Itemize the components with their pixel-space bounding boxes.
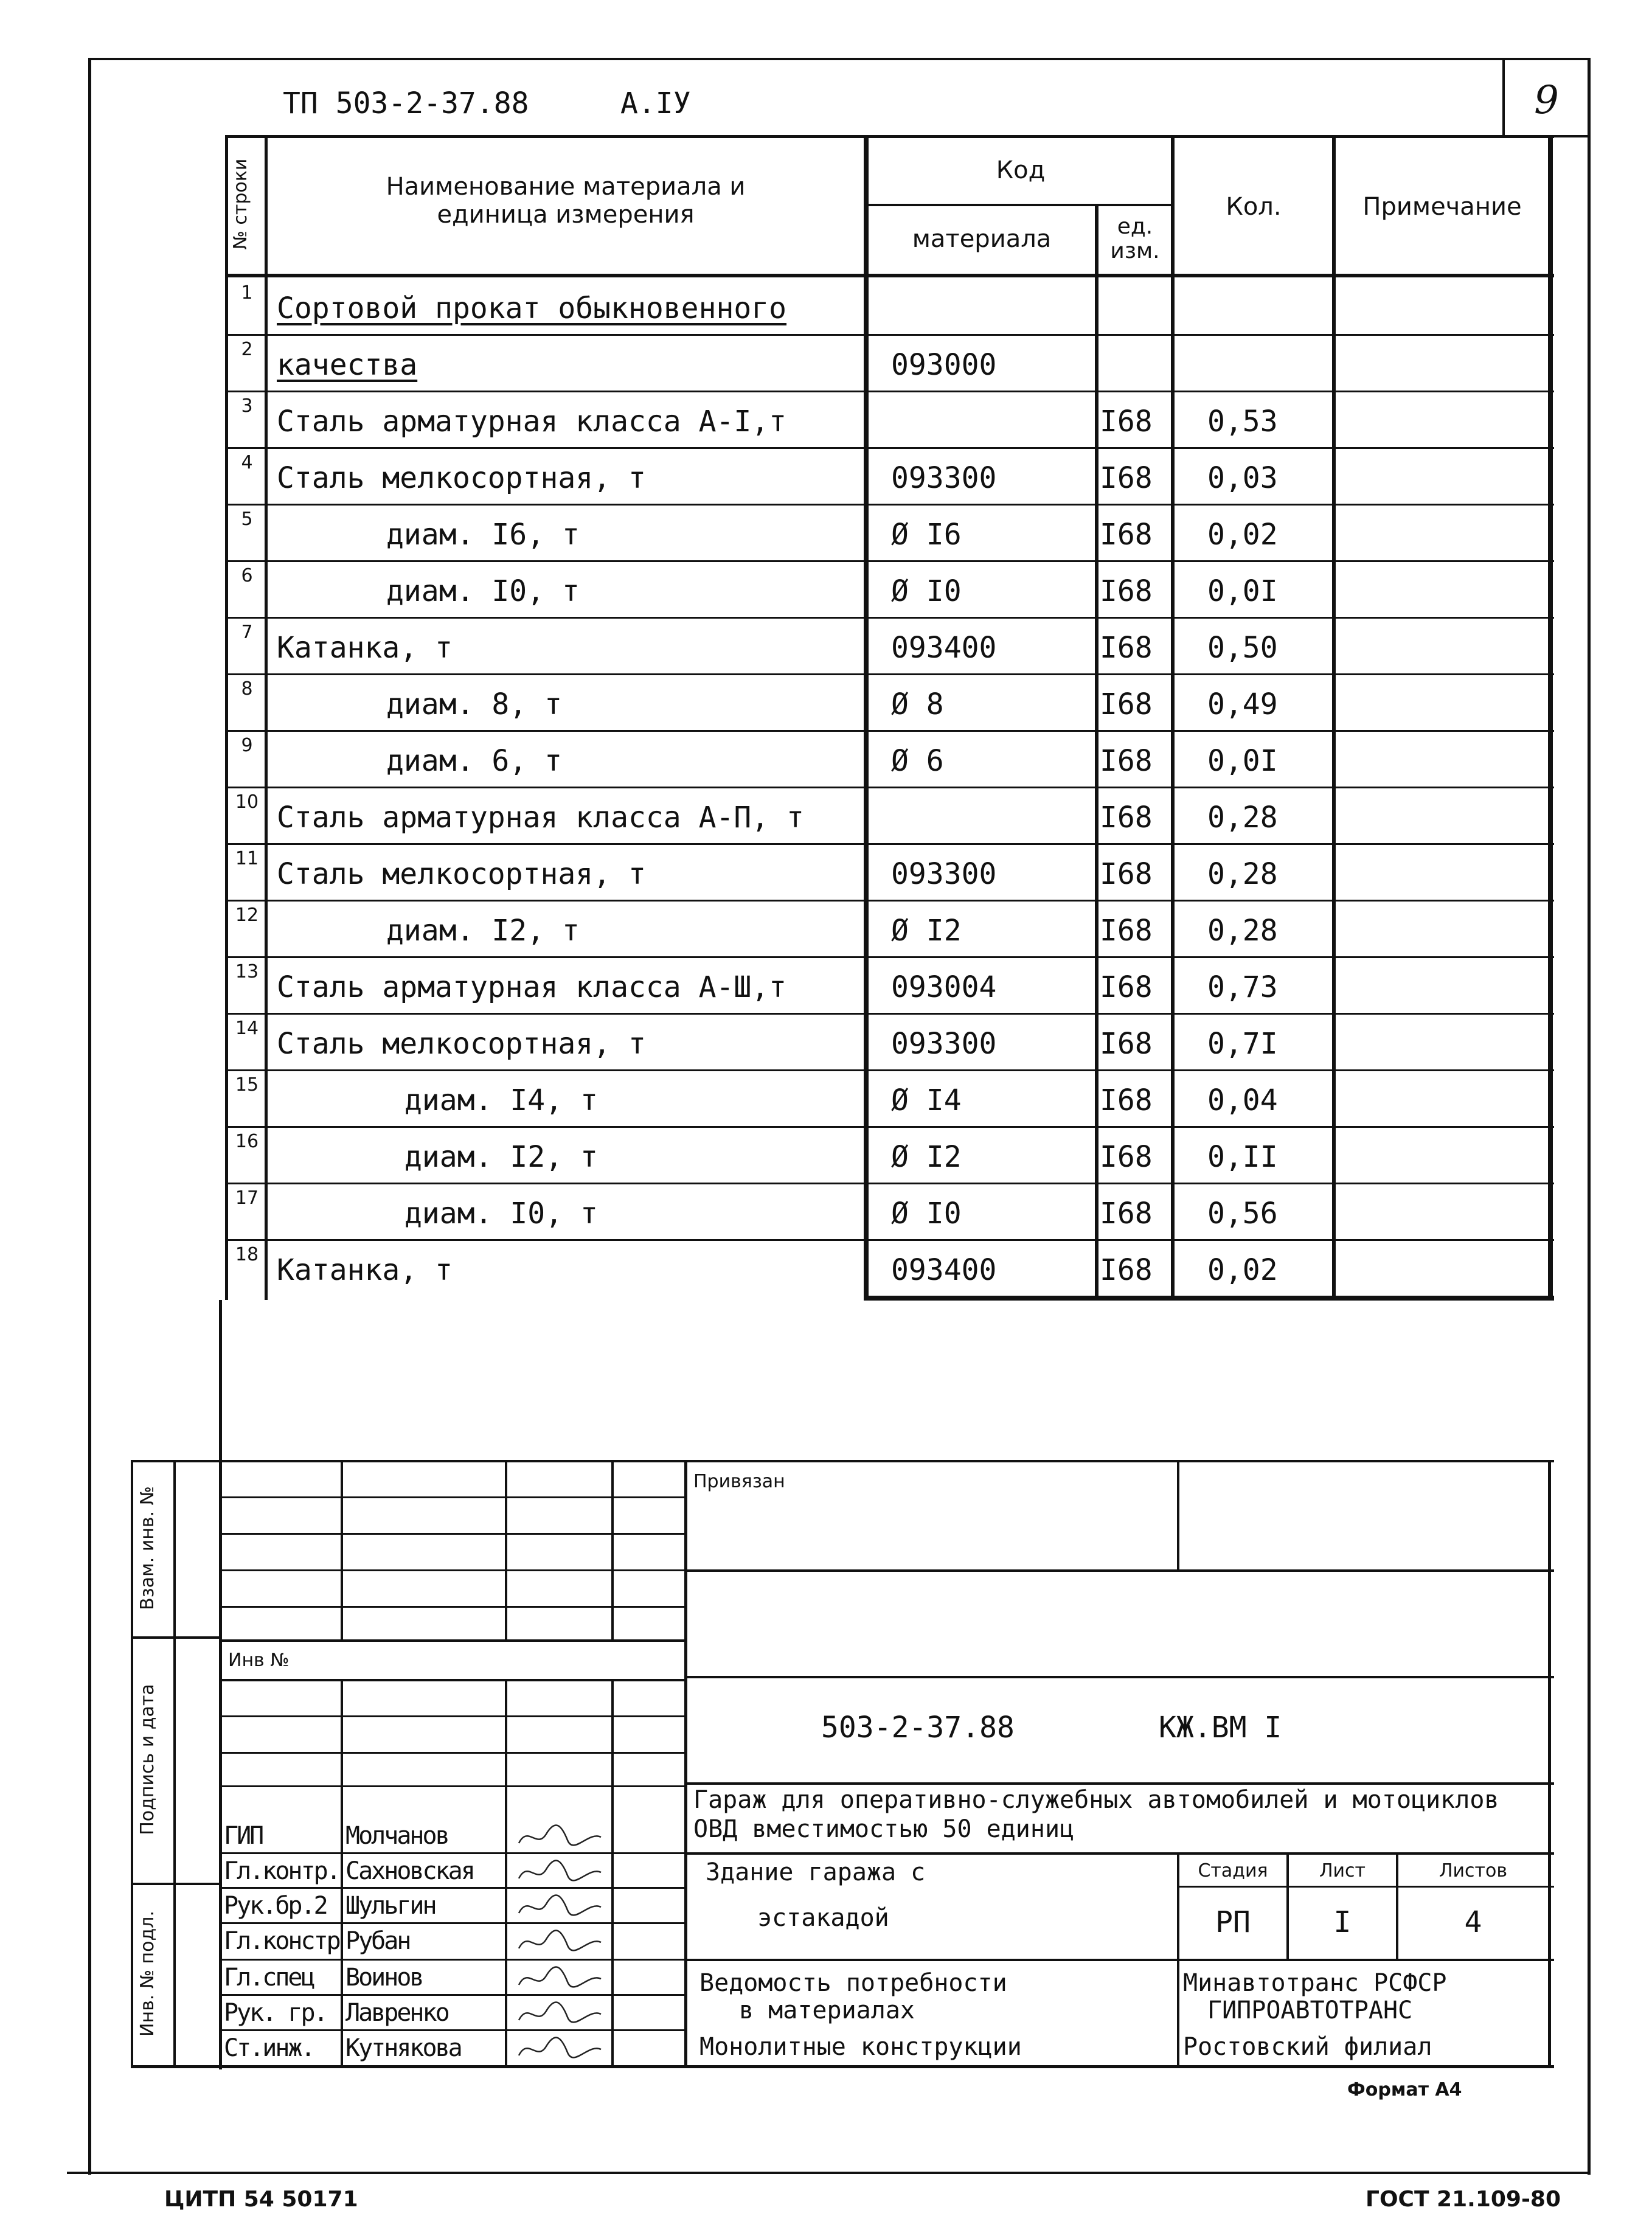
material-name: Сортовой прокат обыкновенного bbox=[277, 291, 787, 325]
material-name: диам. I0, т bbox=[404, 1196, 598, 1231]
col-rowno-right bbox=[265, 135, 268, 1300]
stamp-hline-8 bbox=[219, 1752, 687, 1754]
table-left bbox=[225, 135, 228, 1300]
row-separator bbox=[225, 560, 1554, 562]
signer-name: Шульгин bbox=[345, 1892, 436, 1920]
material-code bbox=[891, 791, 1092, 843]
doc-code: ТП 503-2-37.88 bbox=[283, 86, 529, 120]
sheets-label: Листов bbox=[1439, 1860, 1508, 1881]
row-separator bbox=[225, 956, 1554, 958]
stamp-vline-a bbox=[341, 1460, 343, 1639]
row-number: 4 bbox=[241, 452, 253, 473]
side-strip-inner bbox=[173, 1460, 176, 2068]
col-note-right bbox=[1548, 135, 1553, 1300]
signature-mark bbox=[510, 1819, 610, 1853]
side-strip-line2 bbox=[131, 1636, 222, 1639]
row-number: 17 bbox=[235, 1187, 259, 1209]
material-name: Сталь арматурная класса А-I,т bbox=[277, 404, 787, 439]
quantity: 0,04 bbox=[1207, 1083, 1278, 1117]
signer-name: Лавренко bbox=[345, 1999, 448, 2027]
unit-code: I68 bbox=[1100, 630, 1153, 665]
row-separator bbox=[225, 1013, 1554, 1015]
material-name: диам. 6, т bbox=[386, 743, 562, 778]
doc-title-2: в материалах bbox=[739, 1996, 915, 2024]
sheets-value: 4 bbox=[1464, 1905, 1482, 1939]
stamp-right bbox=[1548, 1460, 1551, 2068]
quantity: 0,56 bbox=[1207, 1196, 1278, 1231]
signer-name: Молчанов bbox=[345, 1822, 448, 1850]
signer-name: Кутнякова bbox=[345, 2034, 461, 2062]
row-separator bbox=[225, 900, 1554, 902]
unit-code: I68 bbox=[1100, 800, 1153, 835]
sheet-number: 9 bbox=[1534, 78, 1559, 123]
signer-role: Гл.контр. bbox=[224, 1857, 339, 1885]
head-note: Примечание bbox=[1362, 193, 1522, 221]
stamp-hline-7 bbox=[219, 1715, 687, 1717]
frame-top bbox=[88, 58, 1591, 60]
material-code: 093300 bbox=[891, 1026, 997, 1061]
org-1: Минавтотранс РСФСР bbox=[1183, 1969, 1447, 1997]
material-name: диам. 8, т bbox=[386, 687, 562, 721]
signature-mark bbox=[510, 2031, 610, 2065]
row-number: 16 bbox=[235, 1131, 259, 1152]
inv-no-label: Инв № bbox=[228, 1649, 290, 1671]
material-code: Ø I2 bbox=[891, 1139, 962, 1174]
row-number: 1 bbox=[241, 282, 253, 304]
right-hline-1 bbox=[684, 1569, 1554, 1572]
row-separator bbox=[225, 617, 1554, 619]
quantity: 0,53 bbox=[1207, 404, 1278, 439]
album-code: А.IУ bbox=[620, 86, 691, 120]
material-code: 093400 bbox=[891, 630, 997, 665]
quantity: 0,28 bbox=[1207, 856, 1278, 891]
row-number: 11 bbox=[235, 848, 259, 869]
stamp-hline-1 bbox=[219, 1496, 687, 1498]
signer-role: Ст.инж. bbox=[224, 2034, 314, 2062]
material-code: Ø I2 bbox=[891, 913, 962, 948]
quantity: 0,02 bbox=[1207, 1252, 1278, 1287]
signature-mark bbox=[510, 1924, 610, 1958]
signer-name: Воинов bbox=[345, 1964, 423, 1992]
quantity: 0,28 bbox=[1207, 800, 1278, 835]
row-separator bbox=[225, 1239, 1554, 1241]
frame-bottom bbox=[67, 2172, 1591, 2174]
row-number: 9 bbox=[241, 735, 253, 756]
stamp-vline-d bbox=[684, 1460, 687, 2068]
row-number: 6 bbox=[241, 565, 253, 586]
row-separator bbox=[225, 504, 1554, 506]
row-number: 3 bbox=[241, 395, 253, 417]
material-name: диам. I6, т bbox=[386, 517, 580, 552]
col-code-right bbox=[1095, 204, 1098, 1300]
col-qty-right bbox=[1332, 135, 1336, 1300]
material-name: Катанка, т bbox=[277, 1252, 453, 1287]
body-frame-bottom bbox=[864, 1296, 1554, 1301]
row-number: 18 bbox=[235, 1244, 259, 1265]
head-code: Код bbox=[996, 156, 1046, 184]
stamp-vline-b2 bbox=[505, 1679, 507, 2068]
row-number: 7 bbox=[241, 622, 253, 643]
table-top bbox=[225, 135, 1554, 138]
quantity: 0,0I bbox=[1207, 743, 1278, 778]
stamp-hline-9 bbox=[219, 1785, 687, 1787]
stamp-hline-2 bbox=[219, 1533, 687, 1535]
material-code: Ø 6 bbox=[891, 743, 944, 778]
right-hline-5 bbox=[684, 1959, 1554, 1961]
unit-code: I68 bbox=[1100, 1139, 1153, 1174]
material-name: Сталь мелкосортная, т bbox=[277, 1026, 646, 1061]
side-inv: Инв. № подл. bbox=[137, 1911, 158, 2037]
org-3: Ростовский филиал bbox=[1183, 2033, 1432, 2061]
unit-code: I68 bbox=[1100, 404, 1153, 439]
unit-code: I68 bbox=[1100, 460, 1153, 495]
signature-mark bbox=[510, 1996, 610, 2030]
frame-left bbox=[88, 58, 91, 2175]
head-name: Наименование материала и единица измерения bbox=[386, 173, 746, 229]
unit-code: I68 bbox=[1100, 1252, 1153, 1287]
head-material: материала bbox=[912, 224, 1052, 253]
building-1: Здание гаража с bbox=[706, 1858, 926, 1886]
row-number: 10 bbox=[235, 791, 259, 813]
quantity: 0,73 bbox=[1207, 970, 1278, 1004]
right-hline-4 bbox=[684, 1852, 1554, 1855]
stamp-hline-4 bbox=[219, 1606, 687, 1608]
row-number: 12 bbox=[235, 905, 259, 926]
doc-title-3: Монолитные конструкции bbox=[699, 2033, 1022, 2061]
material-name: Катанка, т bbox=[277, 630, 453, 665]
material-name: диам. I4, т bbox=[404, 1083, 598, 1117]
quantity bbox=[1207, 282, 1329, 334]
material-name: Сталь мелкосортная, т bbox=[277, 856, 646, 891]
designation: 503-2-37.88 bbox=[821, 1711, 1015, 1745]
row-number: 15 bbox=[235, 1074, 259, 1096]
material-name: Сталь арматурная класса А-П, т bbox=[277, 800, 804, 835]
row-separator bbox=[225, 447, 1554, 449]
material-name: Сталь мелкосортная, т bbox=[277, 460, 646, 495]
format-label: Формат А4 bbox=[1347, 2079, 1462, 2100]
row-separator bbox=[225, 391, 1554, 392]
material-code: Ø I0 bbox=[891, 1196, 962, 1231]
header-bottom bbox=[225, 274, 1554, 277]
stamp-vline-b bbox=[505, 1460, 507, 1639]
head-unit: ед. изм. bbox=[1110, 214, 1160, 263]
stamp-vline-c bbox=[611, 1460, 614, 1639]
quantity: 0,28 bbox=[1207, 913, 1278, 948]
unit-code: I68 bbox=[1100, 913, 1153, 948]
row-separator bbox=[225, 843, 1554, 845]
quantity: 0,49 bbox=[1207, 687, 1278, 721]
material-code bbox=[891, 395, 1092, 447]
material-name: диам. I2, т bbox=[404, 1139, 598, 1174]
unit-code: I68 bbox=[1100, 1026, 1153, 1061]
row-number: 2 bbox=[241, 339, 253, 360]
stamp-hline-5 bbox=[219, 1639, 687, 1642]
material-name: диам. I0, т bbox=[386, 574, 580, 608]
head-row-no: № строки bbox=[230, 158, 251, 250]
row-separator bbox=[225, 787, 1554, 788]
unit-code: I68 bbox=[1100, 687, 1153, 721]
material-code bbox=[891, 282, 1092, 334]
privyazan-label: Привязан bbox=[693, 1470, 785, 1492]
row-separator bbox=[225, 1069, 1554, 1071]
stamp-bottom bbox=[131, 2065, 1554, 2068]
project-title: Гараж для оперативно-служебных автомобилей и мотоциклов ОВД вместимостью 50 единиц bbox=[693, 1786, 1499, 1843]
signature-mark bbox=[510, 1889, 610, 1923]
row-separator bbox=[225, 730, 1554, 732]
row-separator bbox=[225, 673, 1554, 675]
row-separator bbox=[225, 1183, 1554, 1184]
stage-hline bbox=[1177, 1886, 1554, 1888]
unit-code: I68 bbox=[1100, 1083, 1153, 1117]
material-code: 093300 bbox=[891, 460, 997, 495]
material-code: 093400 bbox=[891, 1252, 997, 1287]
material-code: 093300 bbox=[891, 856, 997, 891]
material-code: 093000 bbox=[891, 347, 997, 382]
signer-role: Гл.констр bbox=[224, 1927, 339, 1955]
stage-label: Стадия bbox=[1198, 1860, 1268, 1881]
signer-role: Гл.спец bbox=[224, 1964, 314, 1992]
unit-code bbox=[1100, 339, 1171, 391]
material-code: Ø 8 bbox=[891, 687, 944, 721]
quantity: 0,03 bbox=[1207, 460, 1278, 495]
mark: КЖ.ВМ I bbox=[1159, 1711, 1282, 1745]
material-code: Ø I0 bbox=[891, 574, 962, 608]
signature-mark bbox=[510, 1961, 610, 1995]
col-name-right bbox=[864, 135, 869, 1300]
unit-code: I68 bbox=[1100, 1196, 1153, 1231]
side-vzam: Взам. инв. № bbox=[137, 1486, 158, 1610]
stamp-vline-a2 bbox=[341, 1679, 343, 2068]
gost-code: ГОСТ 21.109-80 bbox=[1366, 2186, 1561, 2212]
stamp-vline-c2 bbox=[611, 1679, 614, 2068]
quantity: 0,7I bbox=[1207, 1026, 1278, 1061]
signer-role: Рук.бр.2 bbox=[224, 1892, 327, 1920]
stage-value: РП bbox=[1215, 1905, 1251, 1939]
material-code: 093004 bbox=[891, 970, 997, 1004]
material-name: Сталь арматурная класса А-Ш,т bbox=[277, 970, 787, 1004]
unit-code: I68 bbox=[1100, 743, 1153, 778]
quantity: 0,II bbox=[1207, 1139, 1278, 1174]
head-qty: Кол. bbox=[1226, 193, 1282, 221]
unit-code bbox=[1100, 282, 1171, 334]
material-code: Ø I6 bbox=[891, 517, 962, 552]
unit-code: I68 bbox=[1100, 970, 1153, 1004]
signer-name: Сахновская bbox=[345, 1857, 474, 1885]
material-code: Ø I4 bbox=[891, 1083, 962, 1117]
unit-code: I68 bbox=[1100, 574, 1153, 608]
unit-code: I68 bbox=[1100, 517, 1153, 552]
quantity: 0,0I bbox=[1207, 574, 1278, 608]
right-hline-3 bbox=[684, 1782, 1554, 1785]
org-2: ГИПРОАВТОТРАНС bbox=[1207, 1996, 1413, 2024]
quantity: 0,02 bbox=[1207, 517, 1278, 552]
right-hline-2 bbox=[684, 1676, 1554, 1678]
row-number: 5 bbox=[241, 509, 253, 530]
sheet-value: I bbox=[1333, 1905, 1352, 1939]
privyazan-divider bbox=[1177, 1460, 1179, 1569]
unit-code: I68 bbox=[1100, 856, 1153, 891]
signer-name: Рубан bbox=[345, 1927, 410, 1955]
stamp-left bbox=[219, 1300, 222, 2069]
doc-title-1: Ведомость потребности bbox=[699, 1969, 1007, 1997]
citp-code: ЦИТП 54 50171 bbox=[164, 2186, 358, 2212]
frame-right bbox=[1588, 58, 1591, 2175]
signature-mark bbox=[510, 1854, 610, 1888]
code-subline bbox=[864, 204, 1174, 206]
side-strip-left bbox=[131, 1460, 133, 2068]
quantity bbox=[1207, 339, 1329, 391]
row-separator bbox=[225, 1126, 1554, 1128]
quantity: 0,50 bbox=[1207, 630, 1278, 665]
stamp-hline-6 bbox=[219, 1679, 687, 1681]
stamp-hline-3 bbox=[219, 1569, 687, 1571]
row-separator bbox=[225, 334, 1554, 336]
signer-role: ГИП bbox=[224, 1822, 263, 1850]
row-number: 14 bbox=[235, 1018, 259, 1039]
sheet-label: Лист bbox=[1319, 1860, 1366, 1881]
signer-role: Рук. гр. bbox=[224, 1999, 327, 2027]
material-name: качества bbox=[277, 347, 418, 382]
building-2: эстакадой bbox=[757, 1903, 889, 1932]
row-number: 8 bbox=[241, 678, 253, 700]
side-podpis: Подпись и дата bbox=[137, 1684, 158, 1835]
material-name: диам. I2, т bbox=[386, 913, 580, 948]
row-number: 13 bbox=[235, 961, 259, 982]
side-strip-line1 bbox=[131, 1460, 1554, 1462]
